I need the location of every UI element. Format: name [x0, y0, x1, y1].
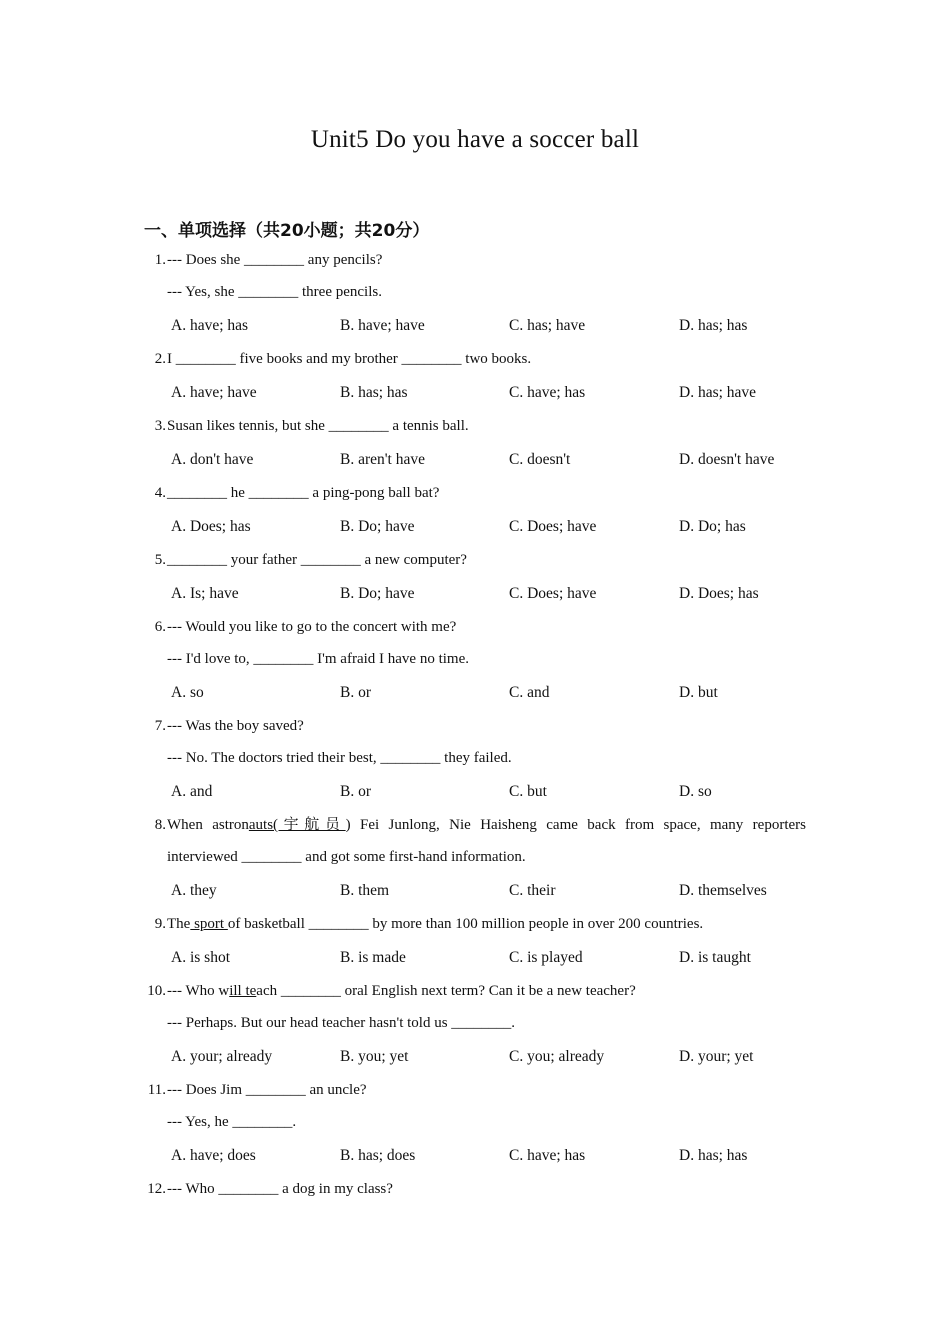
options-row	[0, 873, 950, 908]
question-number: 8.	[154, 817, 166, 833]
option-b: B. has; has	[340, 384, 408, 401]
option-c: C. and	[509, 684, 550, 701]
options-row	[0, 375, 950, 410]
option-d: D. but	[679, 684, 718, 701]
question-stem: --- Was the boy saved?	[167, 718, 304, 734]
option-c: C. but	[509, 783, 547, 800]
question-stem: interviewed ________ and got some first-hand information.	[167, 849, 526, 865]
question-4	[0, 477, 950, 544]
question-number: 9.	[154, 916, 166, 932]
question-2	[0, 343, 950, 410]
option-c: C. have; has	[509, 1147, 586, 1164]
question-9	[0, 908, 950, 975]
option-a: A. have; does	[171, 1147, 256, 1164]
options-row	[0, 675, 950, 710]
question-1	[0, 244, 950, 343]
option-c: C. Does; have	[509, 518, 597, 535]
question-stem: --- No. The doctors tried their best, ________ they failed.	[167, 750, 512, 766]
option-a: A. don't have	[171, 451, 254, 468]
option-c: C. you; already	[509, 1048, 605, 1065]
question-number: 12.	[147, 1181, 166, 1197]
question-number: 6.	[154, 619, 166, 635]
question-stem: --- Does Jim ________ an uncle?	[167, 1082, 367, 1098]
question-stem: --- Who will teach ________ oral English next term? Can it be a new teacher?	[167, 983, 636, 999]
option-d: D. Does; has	[679, 585, 759, 602]
question-stem: --- Would you like to go to the concert with me?	[167, 619, 457, 635]
underlined-term: auts(宇航员	[248, 817, 346, 833]
question-number: 5.	[154, 552, 166, 568]
option-a: A. have; has	[171, 317, 249, 334]
option-b: B. or	[340, 783, 371, 800]
options-row	[0, 1138, 950, 1173]
underlined-term: ill te	[229, 983, 257, 999]
options-row	[0, 940, 950, 975]
question-10	[0, 975, 950, 1074]
option-c: C. have; has	[509, 384, 586, 401]
option-c: C. is played	[509, 949, 583, 966]
question-stem: The sport of basketball ________ by more than 100 million people in over 200 countries.	[167, 916, 704, 932]
option-b: B. has; does	[340, 1147, 416, 1164]
option-b: B. is made	[340, 949, 406, 966]
option-b: B. or	[340, 684, 371, 701]
option-a: A. and	[171, 783, 213, 800]
question-number: 11.	[147, 1082, 166, 1098]
page-title: Unit5 Do you have a soccer ball	[310, 126, 640, 153]
option-b: B. them	[340, 882, 390, 899]
question-11	[0, 1074, 950, 1173]
option-d: D. your; yet	[679, 1048, 754, 1065]
option-b: B. Do; have	[340, 585, 415, 602]
option-a: A. your; already	[171, 1048, 273, 1065]
options-row	[0, 308, 950, 343]
question-5	[0, 544, 950, 611]
question-stem: I ________ five books and my brother ________ two books.	[167, 351, 532, 367]
section-heading: 一、单项选择（共20小题；共20分）	[144, 221, 430, 241]
option-a: A. Does; has	[171, 518, 251, 535]
question-list	[0, 244, 950, 1205]
question-stem: --- Perhaps. But our head teacher hasn't told us ________.	[167, 1015, 516, 1031]
option-b: B. you; yet	[340, 1048, 409, 1065]
question-stem: Susan likes tennis, but she ________ a tennis ball.	[167, 418, 469, 434]
options-row	[0, 576, 950, 611]
option-d: D. has; has	[679, 317, 748, 334]
question-number: 4.	[154, 485, 166, 501]
option-c: C. doesn't	[509, 451, 571, 468]
option-b: B. aren't have	[340, 451, 425, 468]
question-stem: --- Does she ________ any pencils?	[167, 252, 383, 268]
question-number: 10.	[147, 983, 166, 999]
option-d: D. Do; has	[679, 518, 746, 535]
question-number: 7.	[154, 718, 166, 734]
question-number: 2.	[154, 351, 166, 367]
question-12	[0, 1173, 950, 1205]
option-c: C. Does; have	[509, 585, 597, 602]
options-row	[0, 442, 950, 477]
option-a: A. they	[171, 882, 217, 899]
question-8	[0, 809, 950, 908]
question-7	[0, 710, 950, 809]
option-c: C. has; have	[509, 317, 586, 334]
question-stem: --- Who ________ a dog in my class?	[167, 1181, 393, 1197]
option-d: D. themselves	[679, 882, 767, 899]
question-number: 1.	[154, 252, 166, 268]
option-d: D. so	[679, 783, 712, 800]
question-stem: ________ your father ________ a new computer?	[167, 552, 467, 568]
question-stem: --- Yes, he ________.	[167, 1114, 297, 1130]
question-stem: ________ he ________ a ping-pong ball bat?	[167, 485, 440, 501]
options-row	[0, 774, 950, 809]
question-stem: --- I'd love to, ________ I'm afraid I have no time.	[167, 651, 469, 667]
option-d: D. has; has	[679, 1147, 748, 1164]
option-d: D. doesn't have	[679, 451, 775, 468]
option-d: D. has; have	[679, 384, 757, 401]
question-stem: When astronauts(宇航员) Fei Junlong, Nie Haisheng came back from space, many reporters	[167, 817, 806, 833]
option-a: A. is shot	[171, 949, 230, 966]
question-number: 3.	[154, 418, 166, 434]
options-row	[0, 1039, 950, 1074]
option-a: A. so	[171, 684, 204, 701]
option-a: A. have; have	[171, 384, 257, 401]
option-b: B. Do; have	[340, 518, 415, 535]
option-b: B. have; have	[340, 317, 425, 334]
question-6	[0, 611, 950, 710]
option-c: C. their	[509, 882, 556, 899]
question-3	[0, 410, 950, 477]
question-stem: --- Yes, she ________ three pencils.	[167, 284, 382, 300]
underlined-term: sport	[190, 916, 228, 932]
option-d: D. is taught	[679, 949, 751, 966]
option-a: A. Is; have	[171, 585, 239, 602]
options-row	[0, 509, 950, 544]
